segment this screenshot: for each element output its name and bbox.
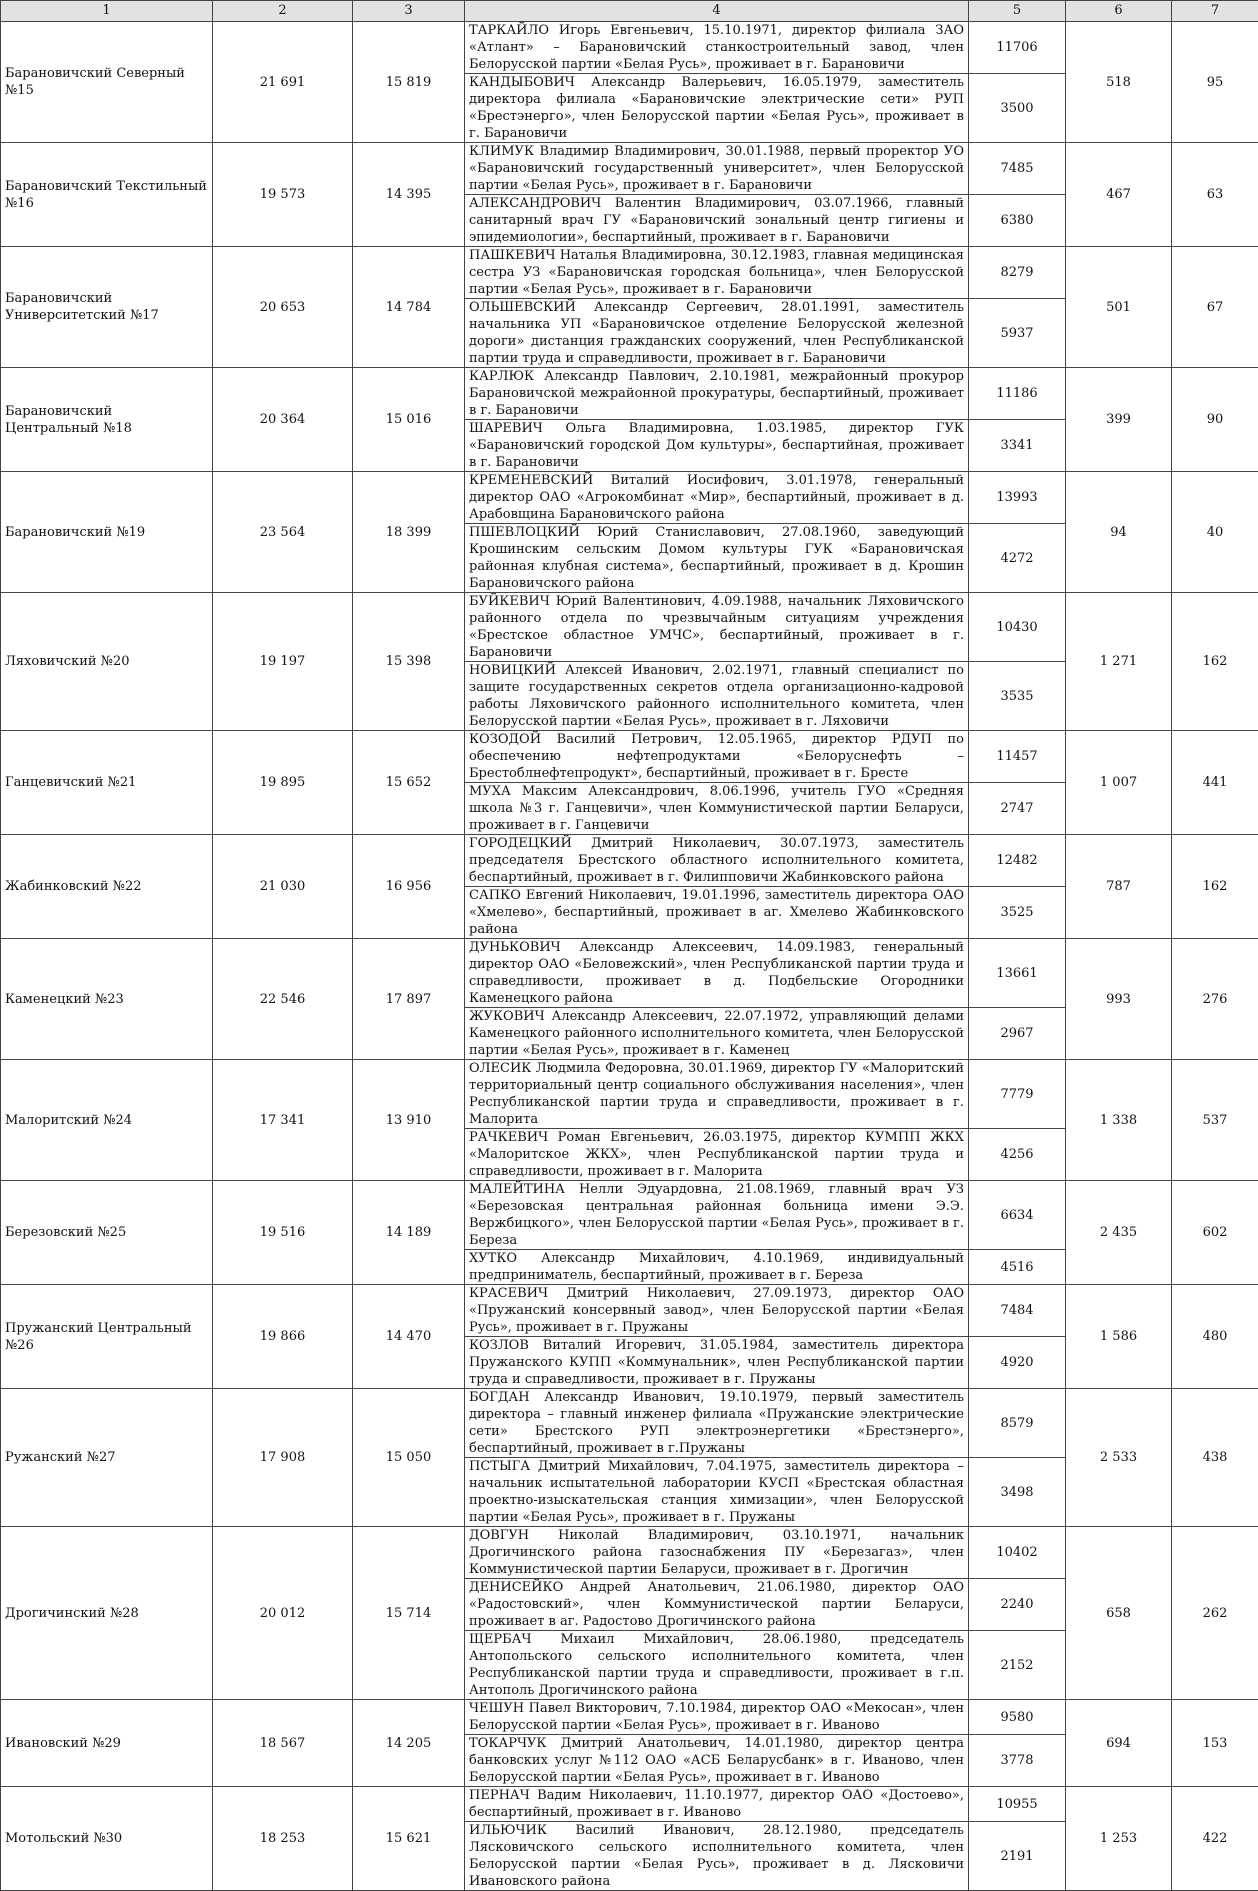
candidate-votes: 4256 xyxy=(969,1129,1066,1181)
district-name: Березовский №25 xyxy=(1,1181,213,1285)
candidate-votes: 10955 xyxy=(969,1787,1066,1822)
participated-count: 15 819 xyxy=(353,22,465,143)
participated-count: 15 621 xyxy=(353,1787,465,1891)
header-col-2: 2 xyxy=(213,1,353,22)
table-row xyxy=(1,939,1258,1008)
voters-count: 18 253 xyxy=(213,1787,353,1891)
table-row xyxy=(1,835,1258,887)
participated-count: 18 399 xyxy=(353,472,465,593)
district-name: Барановичский Северный №15 xyxy=(1,22,213,143)
header-col-6: 6 xyxy=(1066,1,1172,22)
candidate-votes: 8279 xyxy=(969,247,1066,299)
participated-count: 14 189 xyxy=(353,1181,465,1285)
table-row xyxy=(1,731,1258,783)
table-row xyxy=(1,143,1258,195)
district-name: Барановичский Университетский №17 xyxy=(1,247,213,368)
candidate-votes: 7779 xyxy=(969,1060,1066,1129)
invalid-ballots-count: 438 xyxy=(1172,1389,1258,1527)
invalid-ballots-count: 480 xyxy=(1172,1285,1258,1389)
table-row xyxy=(1,247,1258,299)
district-name: Барановичский Центральный №18 xyxy=(1,368,213,472)
district-name: Дрогичинский №28 xyxy=(1,1527,213,1700)
candidate-votes: 13993 xyxy=(969,472,1066,524)
invalid-ballots-count: 90 xyxy=(1172,368,1258,472)
invalid-ballots-count: 67 xyxy=(1172,247,1258,368)
candidate-description: КАРЛЮК Александр Павлович, 2.10.1981, межрайонный прокурор Барановичской межрайонной прокуратуры, беспартийный, проживает в г. Барановичи xyxy=(465,368,969,420)
participated-count: 15 398 xyxy=(353,593,465,731)
voters-count: 23 564 xyxy=(213,472,353,593)
candidate-description: ОЛЕСИК Людмила Федоровна, 30.01.1969, директор ГУ «Малоритский территориальный центр социального обслуживания населения», член Республиканской партии труда и справедливости, проживает в г. Малорита xyxy=(465,1060,969,1129)
district-name: Жабинковский №22 xyxy=(1,835,213,939)
against-all-count: 1 338 xyxy=(1066,1060,1172,1181)
candidate-votes: 11457 xyxy=(969,731,1066,783)
table-row xyxy=(1,22,1258,74)
district-name: Барановичский Текстильный №16 xyxy=(1,143,213,247)
voters-count: 17 341 xyxy=(213,1060,353,1181)
voters-count: 19 197 xyxy=(213,593,353,731)
candidate-votes: 4516 xyxy=(969,1250,1066,1285)
against-all-count: 1 007 xyxy=(1066,731,1172,835)
candidate-description: ДУНЬКОВИЧ Александр Алексеевич, 14.09.1983, генеральный директор ОАО «Беловежский», член Республиканской партии труда и справедливости, проживает в д. Подбельские Огородники Каменецкого района xyxy=(465,939,969,1008)
candidate-description: БОГДАН Александр Иванович, 19.10.1979, первый заместитель директора – главный инженер филиала «Пружанские электрические сети» Брестского РУП электроэнергетики «Брестэнерго», беспартийный, проживает в г.Пружаны xyxy=(465,1389,969,1458)
invalid-ballots-count: 162 xyxy=(1172,835,1258,939)
candidate-description: ДЕНИСЕЙКО Андрей Анатольевич, 21.06.1980, директор ОАО «Радостовский», член Коммунистической партии Беларуси, проживает в аг. Радостово Дрогичинского района xyxy=(465,1579,969,1631)
participated-count: 17 897 xyxy=(353,939,465,1060)
district-name: Мотольский №30 xyxy=(1,1787,213,1891)
candidate-votes: 7484 xyxy=(969,1285,1066,1337)
candidate-description: ЩЕРБАЧ Михаил Михайлович, 28.06.1980, председатель Антопольского сельского исполнительного комитета, член Республиканской партии труда и справедливости, проживает в г.п. Антополь Дрогичинского района xyxy=(465,1631,969,1700)
participated-count: 14 784 xyxy=(353,247,465,368)
candidate-votes: 2152 xyxy=(969,1631,1066,1700)
table-row xyxy=(1,1181,1258,1250)
against-all-count: 518 xyxy=(1066,22,1172,143)
invalid-ballots-count: 262 xyxy=(1172,1527,1258,1700)
participated-count: 15 050 xyxy=(353,1389,465,1527)
candidate-description: САПКО Евгений Николаевич, 19.01.1996, заместитель директора ОАО «Хмелево», беспартийный, проживает в аг. Хмелево Жабинковского района xyxy=(465,887,969,939)
candidate-votes: 2967 xyxy=(969,1008,1066,1060)
against-all-count: 1 586 xyxy=(1066,1285,1172,1389)
candidate-description: КРАСЕВИЧ Дмитрий Николаевич, 27.09.1973, директор ОАО «Пружанский консервный завод», член Белорусской партии «Белая Русь», проживает в г. Пружаны xyxy=(465,1285,969,1337)
candidate-votes: 9580 xyxy=(969,1700,1066,1735)
candidate-description: ПАШКЕВИЧ Наталья Владимировна, 30.12.1983, главная медицинская сестра УЗ «Барановичская городская больница», член Белорусской партии «Белая Русь», проживает в г. Барановичи xyxy=(465,247,969,299)
candidate-description: АЛЕКСАНДРОВИЧ Валентин Владимирович, 03.07.1966, главный санитарный врач ГУ «Барановичский зональный центр гигиены и эпидемиологии», беспартийный, проживает в г. Барановичи xyxy=(465,195,969,247)
candidate-description: ТАРКАЙЛО Игорь Евгеньевич, 15.10.1971, директор филиала ЗАО «Атлант» – Барановичский станкостроительный завод, член Белорусской партии «Белая Русь», проживает в г. Барановичи xyxy=(465,22,969,74)
candidate-votes: 6380 xyxy=(969,195,1066,247)
candidate-votes: 7485 xyxy=(969,143,1066,195)
candidate-description: ЖУКОВИЧ Александр Алексеевич, 22.07.1972, управляющий делами Каменецкого районного исполнительного комитета, член Белорусской партии «Белая Русь», проживает в г. Каменец xyxy=(465,1008,969,1060)
participated-count: 15 652 xyxy=(353,731,465,835)
candidate-description: ЧЕШУН Павел Викторович, 7.10.1984, директор ОАО «Мекосан», член Белорусской партии «Белая Русь», проживает в г. Иваново xyxy=(465,1700,969,1735)
table-body xyxy=(1,22,1258,1891)
voters-count: 21 030 xyxy=(213,835,353,939)
candidate-votes: 2747 xyxy=(969,783,1066,835)
against-all-count: 501 xyxy=(1066,247,1172,368)
candidate-votes: 3535 xyxy=(969,662,1066,731)
candidate-votes: 2240 xyxy=(969,1579,1066,1631)
invalid-ballots-count: 63 xyxy=(1172,143,1258,247)
candidate-description: МАЛЕЙТИНА Нелли Эдуардовна, 21.08.1969, главный врач УЗ «Березовская центральная районная больница имени Э.Э. Вержбицкого», член Белорусской партии «Белая Русь», проживает в г. Береза xyxy=(465,1181,969,1250)
table-row xyxy=(1,1700,1258,1735)
district-name: Малоритский №24 xyxy=(1,1060,213,1181)
voters-count: 19 866 xyxy=(213,1285,353,1389)
header-col-3: 3 xyxy=(353,1,465,22)
invalid-ballots-count: 276 xyxy=(1172,939,1258,1060)
against-all-count: 2 533 xyxy=(1066,1389,1172,1527)
voters-count: 21 691 xyxy=(213,22,353,143)
invalid-ballots-count: 162 xyxy=(1172,593,1258,731)
candidate-description: КОЗОДОЙ Василий Петрович, 12.05.1965, директор РДУП по обеспечению нефтепродуктами «Белоруснефть – Брестоблнефтепродукт», беспартийный, проживает в г. Бресте xyxy=(465,731,969,783)
candidate-description: ИЛЬЮЧИК Василий Иванович, 28.12.1980, председатель Лясковичского сельского исполнительного комитета, член Белорусской партии «Белая Русь», проживает в д. Лясковичи Ивановского района xyxy=(465,1822,969,1891)
against-all-count: 2 435 xyxy=(1066,1181,1172,1285)
district-name: Ивановский №29 xyxy=(1,1700,213,1787)
participated-count: 14 205 xyxy=(353,1700,465,1787)
candidate-description: ОЛЬШЕВСКИЙ Александр Сергеевич, 28.01.1991, заместитель начальника УП «Барановичское отделение Белорусской железной дороги» дистанция гражданских сооружений, член Республиканской партии труда и справедливости, проживает в г. Барановичи xyxy=(465,299,969,368)
district-name: Ганцевичский №21 xyxy=(1,731,213,835)
table-row xyxy=(1,1787,1258,1822)
table-row xyxy=(1,1285,1258,1337)
against-all-count: 467 xyxy=(1066,143,1172,247)
candidate-description: КОЗЛОВ Виталий Игоревич, 31.05.1984, заместитель директора Пружанского КУПП «Коммунальник», член Республиканской партии труда и справедливости, проживает в г. Пружаны xyxy=(465,1337,969,1389)
candidate-votes: 13661 xyxy=(969,939,1066,1008)
header-col-5: 5 xyxy=(969,1,1066,22)
candidate-votes: 3778 xyxy=(969,1735,1066,1787)
table-row xyxy=(1,593,1258,662)
candidate-description: РАЧКЕВИЧ Роман Евгеньевич, 26.03.1975, директор КУМПП ЖКХ «Малоритское ЖКХ», член Республиканской партии труда и справедливости, проживает в г. Малорита xyxy=(465,1129,969,1181)
candidate-votes: 12482 xyxy=(969,835,1066,887)
candidate-votes: 2191 xyxy=(969,1822,1066,1891)
candidate-description: ПСТЫГА Дмитрий Михайлович, 7.04.1975, заместитель директора – начальник испытательной лаборатории КУСП «Брестская областная проектно-изыскательская станция химизации», член Белорусской партии «Белая Русь», проживает в г. Пружаны xyxy=(465,1458,969,1527)
voters-count: 20 012 xyxy=(213,1527,353,1700)
voters-count: 22 546 xyxy=(213,939,353,1060)
invalid-ballots-count: 422 xyxy=(1172,1787,1258,1891)
candidate-description: ПЕРНАЧ Вадим Николаевич, 11.10.1977, директор ОАО «Достоево», беспартийный, проживает в г. Иваново xyxy=(465,1787,969,1822)
voters-count: 20 364 xyxy=(213,368,353,472)
candidate-description: ХУТКО Александр Михайлович, 4.10.1969, индивидуальный предприниматель, беспартийный, проживает в г. Береза xyxy=(465,1250,969,1285)
candidate-description: МУХА Максим Александрович, 8.06.1996, учитель ГУО «Средняя школа №3 г. Ганцевичи», член Коммунистической партии Беларуси, проживает в г. Ганцевичи xyxy=(465,783,969,835)
candidate-votes: 4272 xyxy=(969,524,1066,593)
candidate-votes: 8579 xyxy=(969,1389,1066,1458)
candidate-description: ПШЕВЛОЦКИЙ Юрий Станиславович, 27.08.1960, заведующий Крошинским сельским Домом культуры ГУК «Барановичская районная клубная система», беспартийный, проживает в д. Крошин Барановичского района xyxy=(465,524,969,593)
district-name: Каменецкий №23 xyxy=(1,939,213,1060)
invalid-ballots-count: 95 xyxy=(1172,22,1258,143)
against-all-count: 658 xyxy=(1066,1527,1172,1700)
against-all-count: 94 xyxy=(1066,472,1172,593)
participated-count: 13 910 xyxy=(353,1060,465,1181)
table-row xyxy=(1,1527,1258,1579)
voters-count: 17 908 xyxy=(213,1389,353,1527)
invalid-ballots-count: 602 xyxy=(1172,1181,1258,1285)
header-col-7: 7 xyxy=(1172,1,1258,22)
header-col-1: 1 xyxy=(1,1,213,22)
candidate-votes: 5937 xyxy=(969,299,1066,368)
against-all-count: 1 271 xyxy=(1066,593,1172,731)
voters-count: 19 573 xyxy=(213,143,353,247)
table-row xyxy=(1,368,1258,420)
district-name: Ружанский №27 xyxy=(1,1389,213,1527)
invalid-ballots-count: 153 xyxy=(1172,1700,1258,1787)
participated-count: 14 395 xyxy=(353,143,465,247)
against-all-count: 1 253 xyxy=(1066,1787,1172,1891)
header-col-4: 4 xyxy=(465,1,969,22)
candidate-description: НОВИЦКИЙ Алексей Иванович, 2.02.1971, главный специалист по защите государственных секретов отдела организационно-кадровой работы Ляховичского районного исполнительного комитета, член Белорусской партии «Белая Русь», проживает в г. Ляховичи xyxy=(465,662,969,731)
candidate-votes: 11186 xyxy=(969,368,1066,420)
candidate-description: ГОРОДЕЦКИЙ Дмитрий Николаевич, 30.07.1973, заместитель председателя Брестского областного исполнительного комитета, беспартийный, проживает в г. Филипповичи Жабинковского района xyxy=(465,835,969,887)
candidate-votes: 10402 xyxy=(969,1527,1066,1579)
participated-count: 15 016 xyxy=(353,368,465,472)
candidate-votes: 3498 xyxy=(969,1458,1066,1527)
participated-count: 14 470 xyxy=(353,1285,465,1389)
candidate-votes: 3500 xyxy=(969,74,1066,143)
candidate-description: КЛИМУК Владимир Владимирович, 30.01.1988, первый проректор УО «Барановичский государственный университет», член Белорусской партии «Белая Русь», проживает в г. Барановичи xyxy=(465,143,969,195)
participated-count: 15 714 xyxy=(353,1527,465,1700)
candidate-votes: 10430 xyxy=(969,593,1066,662)
candidate-votes: 3525 xyxy=(969,887,1066,939)
candidate-votes: 3341 xyxy=(969,420,1066,472)
candidate-description: ТОКАРЧУК Дмитрий Анатольевич, 14.01.1980, директор центра банковских услуг №112 ОАО «АСБ Беларусбанк» в г. Иваново, член Белорусской партии «Белая Русь», проживает в г. Иваново xyxy=(465,1735,969,1787)
candidate-description: КАНДЫБОВИЧ Александр Валерьевич, 16.05.1979, заместитель директора филиала «Барановичские электрические сети» РУП «Брестэнерго», член Белорусской партии «Белая Русь», проживает в г. Барановичи xyxy=(465,74,969,143)
against-all-count: 993 xyxy=(1066,939,1172,1060)
district-name: Барановичский №19 xyxy=(1,472,213,593)
voters-count: 20 653 xyxy=(213,247,353,368)
voters-count: 18 567 xyxy=(213,1700,353,1787)
voters-count: 19 895 xyxy=(213,731,353,835)
against-all-count: 787 xyxy=(1066,835,1172,939)
candidate-description: БУЙКЕВИЧ Юрий Валентинович, 4.09.1988, начальник Ляховичского районного отдела по чрезвычайным ситуациям учреждения «Брестское областное УМЧС», беспартийный, проживает в г. Барановичи xyxy=(465,593,969,662)
district-name: Пружанский Центральный №26 xyxy=(1,1285,213,1389)
table-row xyxy=(1,1060,1258,1129)
candidate-description: КРЕМЕНЕВСКИЙ Виталий Иосифович, 3.01.1978, генеральный директор ОАО «Агрокомбинат «Мир», беспартийный, проживает в д. Арабовщина Барановичского района xyxy=(465,472,969,524)
invalid-ballots-count: 537 xyxy=(1172,1060,1258,1181)
against-all-count: 399 xyxy=(1066,368,1172,472)
table-row xyxy=(1,472,1258,524)
candidate-description: ДОВГУН Николай Владимирович, 03.10.1971, начальник Дрогичинского района газоснабжения ПУ «Березагаз», член Коммунистической партии Беларуси, проживает в г. Дрогичин xyxy=(465,1527,969,1579)
candidate-description: ШАРЕВИЧ Ольга Владимировна, 1.03.1985, директор ГУК «Барановичский городской Дом культуры», беспартийная, проживает в г. Барановичи xyxy=(465,420,969,472)
candidate-votes: 4920 xyxy=(969,1337,1066,1389)
header-row xyxy=(1,1,1258,22)
table-row xyxy=(1,1389,1258,1458)
invalid-ballots-count: 441 xyxy=(1172,731,1258,835)
against-all-count: 694 xyxy=(1066,1700,1172,1787)
participated-count: 16 956 xyxy=(353,835,465,939)
district-name: Ляховичский №20 xyxy=(1,593,213,731)
candidate-votes: 11706 xyxy=(969,22,1066,74)
invalid-ballots-count: 40 xyxy=(1172,472,1258,593)
voters-count: 19 516 xyxy=(213,1181,353,1285)
candidate-votes: 6634 xyxy=(969,1181,1066,1250)
